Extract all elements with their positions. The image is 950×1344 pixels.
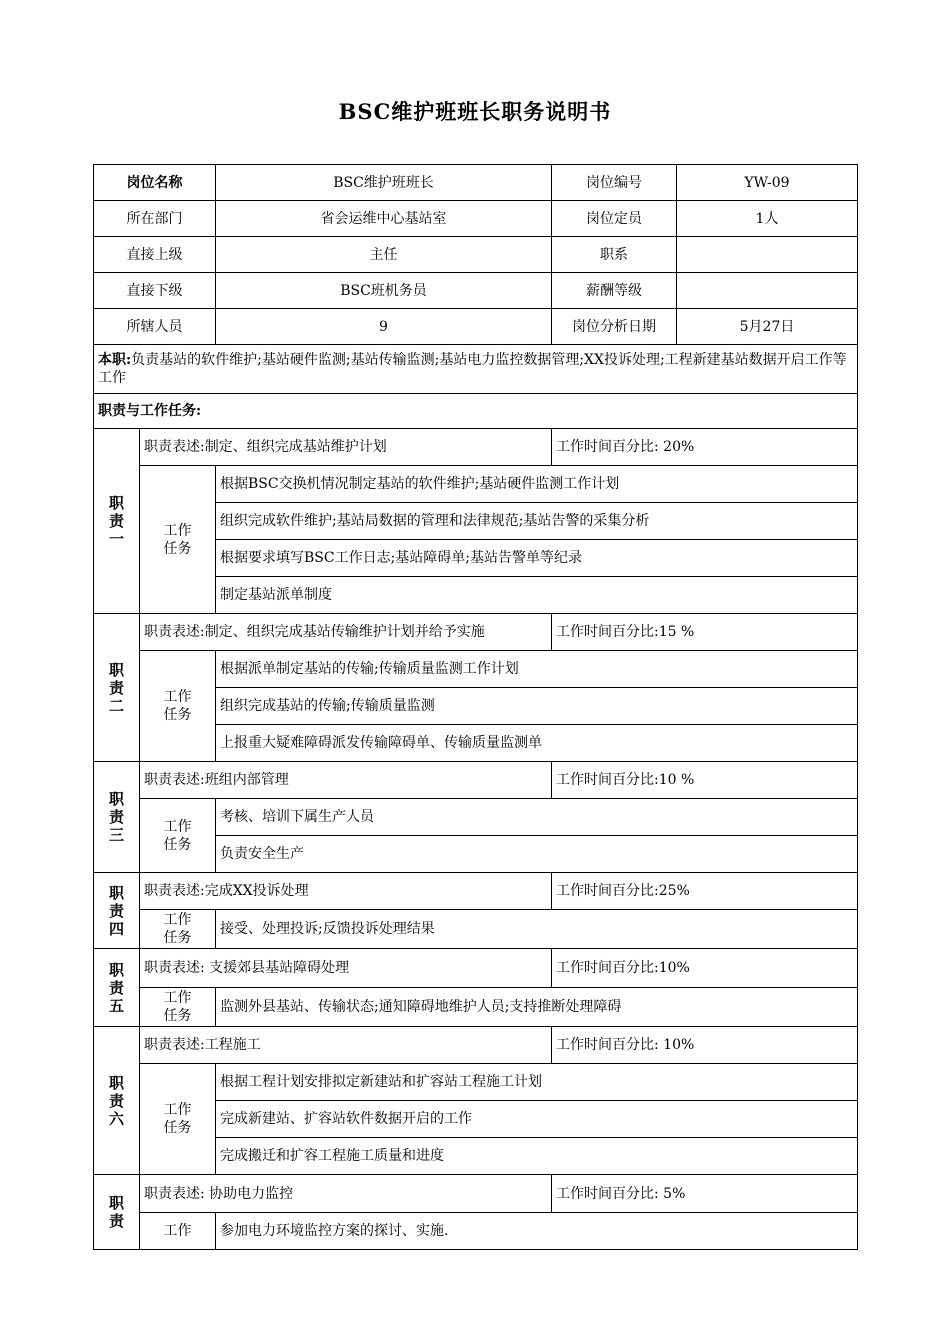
task-label-text: 工作 任务 xyxy=(163,689,192,723)
desc-label: 职责表述: xyxy=(144,960,205,976)
duty-6-pct: 工作时间百分比: 10% xyxy=(552,1027,858,1064)
duty-5-task-1: 监测外县基站、传输状态;通知障碍地维护人员;支持推断处理障碍 xyxy=(216,988,858,1027)
label-superior: 直接上级 xyxy=(94,237,216,273)
duty-4-task-row xyxy=(94,910,858,949)
duty-7-pct: 工作时间百分比: 5% xyxy=(552,1175,858,1213)
label-position-name: 岗位名称 xyxy=(94,165,216,201)
duty-1-task-2: 组织完成软件维护;基站局数据的管理和法律规范;基站告警的采集分析 xyxy=(216,503,858,540)
label-job-family: 职系 xyxy=(552,237,677,273)
duty-5-desc xyxy=(140,949,552,988)
label-analysis-date: 岗位分析日期 xyxy=(552,309,677,345)
job-summary xyxy=(94,345,858,394)
value-department: 省会运维中心基站室 xyxy=(216,201,552,237)
summary-text: 负责基站的软件维护;基站硬件监测;基站传输监测;基站电力监控数据管理;XX投诉处理;工程新建基站数据开启工作等工作 xyxy=(98,352,847,386)
info-row-subordinate xyxy=(94,273,858,309)
duty-3-task-2: 负责安全生产 xyxy=(216,836,858,873)
desc-label: 职责表述: xyxy=(144,772,205,788)
duty-4-task-label xyxy=(140,910,216,949)
duty-2-pct: 工作时间百分比:15 % xyxy=(552,614,858,651)
value-subordinate: BSC班机务员 xyxy=(216,273,552,309)
summary-row xyxy=(94,345,858,394)
duty-5-desc-row xyxy=(94,949,858,988)
desc-label: 职责表述: xyxy=(144,439,205,455)
duty-5-pct: 工作时间百分比:10% xyxy=(552,949,858,988)
duty-4-task-1: 接受、处理投诉;反馈投诉处理结果 xyxy=(216,910,858,949)
section-header-row xyxy=(94,394,858,429)
desc-label: 职责表述: xyxy=(144,624,205,640)
duty-5-desc-text: 支援郊县基站障碍处理 xyxy=(204,960,350,976)
job-description-table xyxy=(93,164,858,1250)
label-staff-count: 所辖人员 xyxy=(94,309,216,345)
label-department: 所在部门 xyxy=(94,201,216,237)
task-label-text: 工作 任务 xyxy=(163,1102,192,1136)
duty-7-task-1: 参加电力环境监控方案的探讨、实施. xyxy=(216,1213,858,1250)
duty-1-desc xyxy=(140,429,552,466)
info-row-position xyxy=(94,165,858,201)
duty-1-task-3: 根据要求填写BSC工作日志;基站障碍单;基站告警单等纪录 xyxy=(216,540,858,577)
duty-4-desc xyxy=(140,873,552,910)
duty-7-task-row xyxy=(94,1213,858,1250)
label-headcount: 岗位定员 xyxy=(552,201,677,237)
duty-7-name xyxy=(94,1175,140,1250)
duty-6-desc-row xyxy=(94,1027,858,1064)
info-row-department xyxy=(94,201,858,237)
duty-7-desc-row xyxy=(94,1175,858,1213)
duty-3-name-text: 职 责 三 xyxy=(108,790,124,844)
value-analysis-date: 5月27日 xyxy=(677,309,858,345)
value-staff-count: 9 xyxy=(216,309,552,345)
duty-4-pct: 工作时间百分比:25% xyxy=(552,873,858,910)
task-label-text: 工作 任务 xyxy=(163,818,192,853)
duty-4-desc-row xyxy=(94,873,858,910)
desc-label: 职责表述: xyxy=(144,1185,205,1202)
value-headcount: 1人 xyxy=(677,201,858,237)
duty-6-task-1: 根据工程计划安排拟定新建站和扩容站工程施工计划 xyxy=(216,1064,858,1101)
value-position-code: YW-09 xyxy=(677,165,858,201)
duty-2-desc-row xyxy=(94,614,858,651)
info-row-superior xyxy=(94,237,858,273)
value-position-name: BSC维护班班长 xyxy=(216,165,552,201)
duty-6-task-row xyxy=(94,1064,858,1101)
value-job-family xyxy=(677,237,858,273)
duty-1-task-label xyxy=(140,466,216,614)
task-label-text: 工作 任务 xyxy=(163,522,192,557)
duty-3-task-1: 考核、培训下属生产人员 xyxy=(216,799,858,836)
desc-label: 职责表述: xyxy=(144,1037,205,1053)
duty-7-task-label: 工作 xyxy=(140,1213,216,1250)
duty-3-desc-text: 班组内部管理 xyxy=(204,772,289,788)
section-title: 职责与工作任务: xyxy=(94,394,858,429)
duty-7-desc-text: 协助电力监控 xyxy=(204,1185,294,1202)
duty-4-name xyxy=(94,873,140,949)
duty-7-name-text: 职 责 xyxy=(108,1194,124,1230)
task-label-text: 工作 任务 xyxy=(163,990,192,1024)
duty-3-desc-row xyxy=(94,762,858,799)
duty-3-desc xyxy=(140,762,552,799)
duty-1-name-text: 职 责 一 xyxy=(108,494,124,548)
value-salary-grade xyxy=(677,273,858,309)
duty-5-task-row xyxy=(94,988,858,1027)
duty-6-desc-text: 工程施工 xyxy=(204,1037,261,1053)
duty-1-desc-text: 制定、组织完成基站维护计划 xyxy=(204,439,387,455)
duty-1-task-4: 制定基站派单制度 xyxy=(216,577,858,614)
value-superior: 主任 xyxy=(216,237,552,273)
duty-6-name xyxy=(94,1027,140,1175)
duty-3-task-label xyxy=(140,799,216,873)
duty-3-pct: 工作时间百分比:10 % xyxy=(552,762,858,799)
duty-1-pct: 工作时间百分比: 20% xyxy=(552,429,858,466)
duty-6-task-3: 完成搬迁和扩容工程施工质量和进度 xyxy=(216,1138,858,1175)
label-subordinate: 直接下级 xyxy=(94,273,216,309)
duty-5-name-text: 职 责 五 xyxy=(108,960,124,1015)
duty-2-desc-text: 制定、组织完成基站传输维护计划并给予实施 xyxy=(204,624,485,640)
duty-1-name xyxy=(94,429,140,614)
duty-2-task-1: 根据派单制定基站的传输;传输质量监测工作计划 xyxy=(216,651,858,688)
duty-2-name-text: 职 责 二 xyxy=(108,660,124,715)
document-title: BSC维护班班长职务说明书 xyxy=(338,99,612,124)
info-row-staff xyxy=(94,309,858,345)
duty-6-desc xyxy=(140,1027,552,1064)
duty-1-task-row xyxy=(94,466,858,503)
duty-2-desc xyxy=(140,614,552,651)
task-label-text: 工作 任务 xyxy=(163,912,192,946)
duty-1-desc-row xyxy=(94,429,858,466)
duty-3-task-row xyxy=(94,799,858,836)
duty-5-name xyxy=(94,949,140,1027)
duty-7-desc xyxy=(140,1175,552,1213)
summary-label: 本职: xyxy=(98,352,132,368)
duty-1-task-1: 根据BSC交换机情况制定基站的软件维护;基站硬件监测工作计划 xyxy=(216,466,858,503)
duty-4-name-text: 职 责 四 xyxy=(108,883,124,938)
duty-2-task-row xyxy=(94,651,858,688)
duty-6-name-text: 职 责 六 xyxy=(108,1073,124,1128)
duty-2-task-3: 上报重大疑难障碍派发传输障碍单、传输质量监测单 xyxy=(216,725,858,762)
duty-2-task-label xyxy=(140,651,216,762)
duty-3-name xyxy=(94,762,140,873)
duty-4-desc-text: 完成XX投诉处理 xyxy=(204,883,309,899)
duty-2-name xyxy=(94,614,140,762)
desc-label: 职责表述: xyxy=(144,883,205,899)
label-position-code: 岗位编号 xyxy=(552,165,677,201)
duty-6-task-label xyxy=(140,1064,216,1175)
duty-6-task-2: 完成新建站、扩容站软件数据开启的工作 xyxy=(216,1101,858,1138)
label-salary-grade: 薪酬等级 xyxy=(552,273,677,309)
duty-2-task-2: 组织完成基站的传输;传输质量监测 xyxy=(216,688,858,725)
duty-5-task-label xyxy=(140,988,216,1027)
